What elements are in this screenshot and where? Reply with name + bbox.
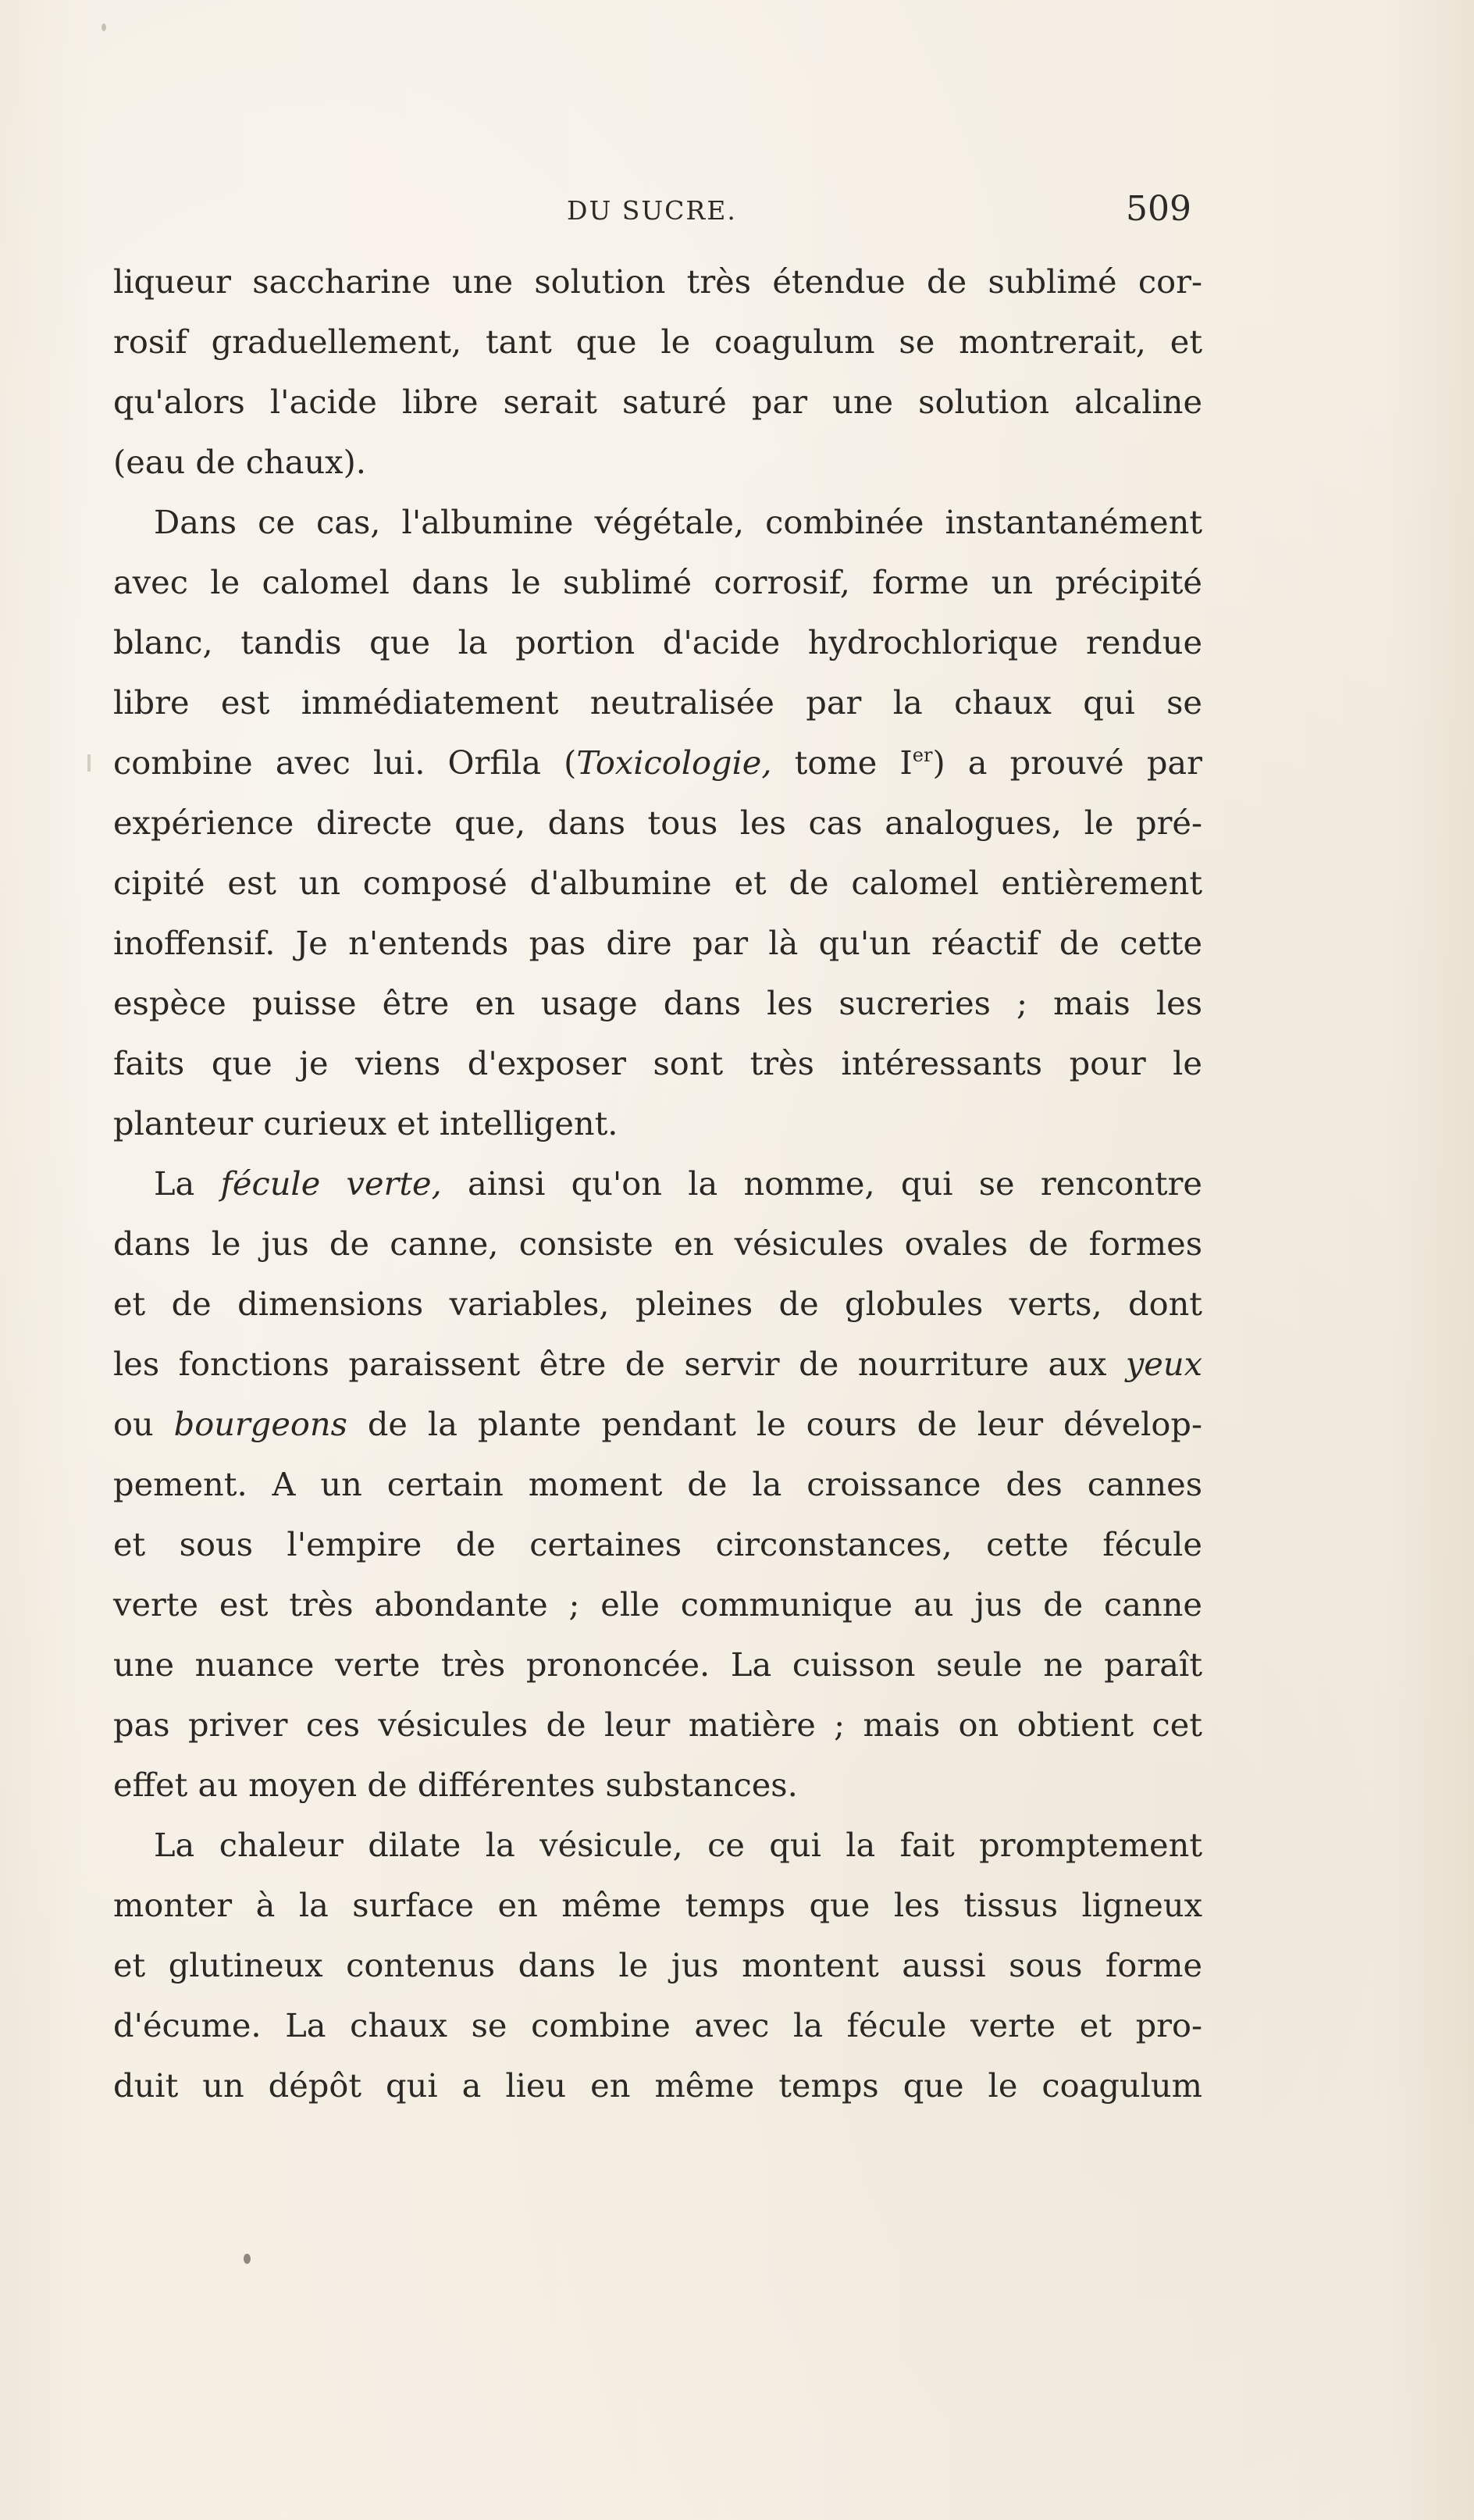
text-line: Dans ce cas, l'albumine végétale, combinée instantanément: [154, 503, 1202, 541]
text-line: rosif graduellement, tant que le coagulum se montrerait, et: [113, 323, 1202, 361]
text-segment: ainsi qu'on la nomme, qui se rencontre: [441, 1164, 1202, 1203]
text-line: planteur curieux et intelligent.: [113, 1104, 618, 1142]
text-line: une nuance verte très prononcée. La cuisson seule ne paraît: [113, 1645, 1202, 1684]
text-line: qu'alors l'acide libre serait saturé par une solution alcaline: [113, 383, 1202, 421]
ink-speck: [244, 2254, 251, 2264]
text-line: inoffensif. Je n'entends pas dire par là qu'un réactif de cette: [113, 924, 1202, 962]
text-segment: ) a prouvé par: [932, 743, 1202, 782]
text-line: faits que je viens d'exposer sont très intéressants pour le: [113, 1044, 1202, 1082]
italic-term: yeux: [1125, 1345, 1202, 1383]
text-line: expérience directe que, dans tous les cas analogues, le pré-: [113, 804, 1202, 842]
text-line: et sous l'empire de certaines circonstances, cette fécule: [113, 1525, 1202, 1563]
text-line: cipité est un composé d'albumine et de calomel entièrement: [113, 864, 1202, 902]
running-head: [0, 189, 1474, 242]
text-line: libre est immédiatement neutralisée par la chaux qui se: [113, 683, 1202, 722]
body-text: [113, 251, 1202, 2115]
text-line-with-italic: [113, 1153, 1202, 1214]
text-line: avec le calomel dans le sublimé corrosif, forme un précipité: [113, 563, 1202, 601]
text-line: duit un dépôt qui a lieu en même temps que le coagulum: [113, 2066, 1202, 2105]
text-segment: La: [154, 1164, 221, 1203]
text-segment: combine avec lui. Orfila (: [113, 743, 577, 782]
page-number: 509: [1126, 189, 1191, 229]
italic-title: Toxicologie,: [576, 743, 772, 782]
ink-speck: [101, 23, 106, 31]
text-line: effet au moyen de différentes substances.: [113, 1766, 798, 1804]
italic-term: fécule verte,: [220, 1164, 442, 1203]
text-line: et de dimensions variables, pleines de globules verts, dont: [113, 1285, 1202, 1323]
text-line: verte est très abondante ; elle communique au jus de canne: [113, 1585, 1202, 1624]
running-title: DU SUCRE.: [567, 195, 737, 226]
text-line-with-citation: [113, 732, 1202, 793]
text-line: blanc, tandis que la portion d'acide hydrochlorique rendue: [113, 623, 1202, 661]
text-line: monter à la surface en même temps que les tissus ligneux: [113, 1886, 1202, 1924]
text-line: (eau de chaux).: [113, 443, 366, 481]
text-segment: les fonctions paraissent être de servir de nourriture aux: [113, 1345, 1126, 1383]
text-line: La chaleur dilate la vésicule, ce qui la fait promptement: [154, 1826, 1202, 1864]
italic-term: bourgeons: [173, 1405, 347, 1443]
text-line: d'écume. La chaux se combine avec la fécule verte et pro-: [113, 2006, 1202, 2044]
text-segment: tome I: [771, 743, 913, 782]
text-line: pement. A un certain moment de la croissance des cannes: [113, 1465, 1202, 1503]
text-line: et glutineux contenus dans le jus montent aussi sous forme: [113, 1946, 1202, 1984]
text-segment: ou: [113, 1405, 174, 1443]
text-line: liqueur saccharine une solution très étendue de sublimé cor-: [113, 262, 1202, 301]
text-segment: de la plante pendant le cours de leur dévelop-: [347, 1405, 1202, 1443]
text-line: pas priver ces vésicules de leur matière ; mais on obtient cet: [113, 1706, 1202, 1744]
text-line: dans le jus de canne, consiste en vésicules ovales de formes: [113, 1224, 1202, 1263]
text-line-with-italic: [113, 1334, 1202, 1394]
superscript: er: [912, 744, 933, 766]
margin-mark: [87, 754, 91, 772]
text-line-with-italic: [113, 1394, 1202, 1454]
text-line: espèce puisse être en usage dans les sucreries ; mais les: [113, 984, 1202, 1022]
